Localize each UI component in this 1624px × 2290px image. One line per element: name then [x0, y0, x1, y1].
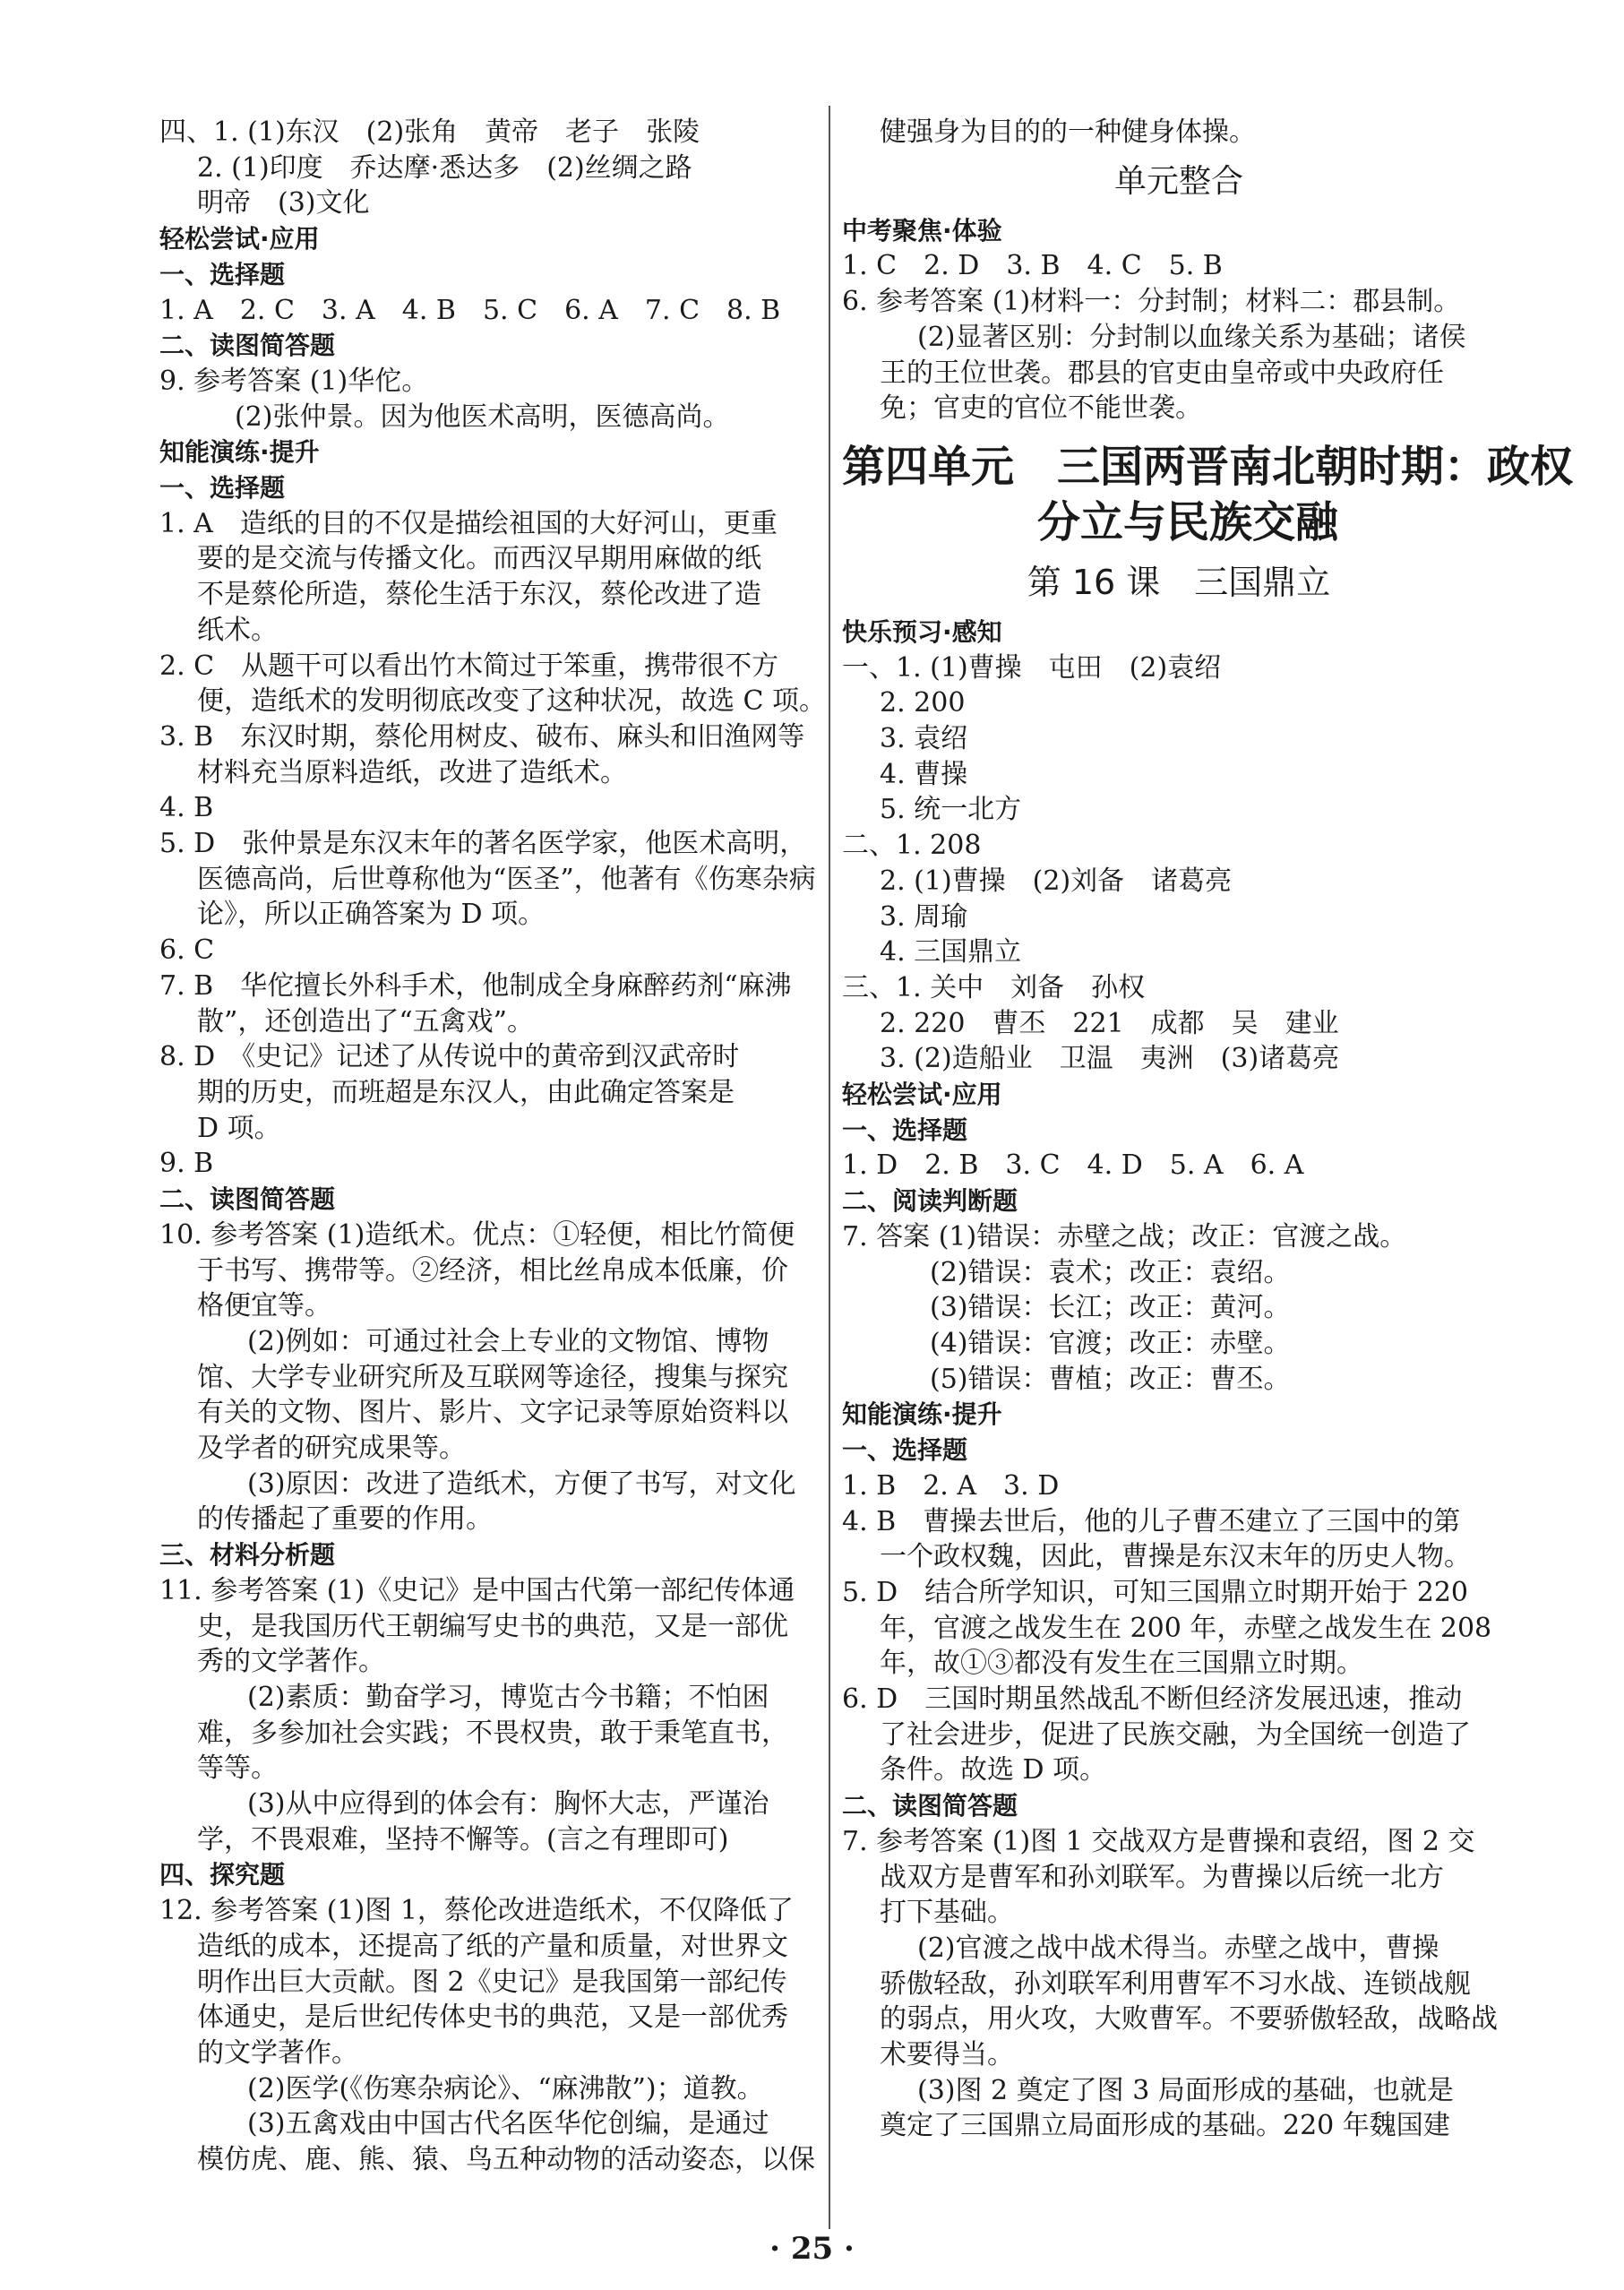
- question-type-heading: 二、阅读判断题: [842, 1186, 1018, 1217]
- text-line: 年，故①③都没有发生在三国鼎立时期。: [880, 1648, 1363, 1680]
- text-line: 9. 参考答案 (1)华佗。: [159, 365, 429, 397]
- question-type-heading: 四、探究题: [159, 1860, 286, 1890]
- text-line: 三、1. 关中 刘备 孙权: [842, 971, 1146, 1003]
- text-line: 散”，还创造出了“五禽戏”。: [197, 1005, 535, 1037]
- text-line: 1. D 2. B 3. C 4. D 5. A 6. A: [842, 1149, 1304, 1182]
- right-column: [842, 115, 1574, 2144]
- unit-title-line1: 第四单元 三国两晋南北朝时期：政权: [842, 441, 1574, 492]
- text-line: 10. 参考答案 (1)造纸术。优点：①轻便，相比竹简便: [159, 1218, 795, 1251]
- text-line: 等等。: [197, 1752, 278, 1785]
- text-line: (2)医学(《伤寒杂病论》、“麻沸散”)；道教。: [247, 2072, 764, 2105]
- text-line: 馆、大学专业研究所及互联网等途径，搜集与探究: [197, 1361, 788, 1393]
- text-line: 王的王位世袭。郡县的官吏由皇帝或中央政府任: [880, 357, 1444, 389]
- text-line: 7. B 华佗擅长外科手术，他制成全身麻醉药剂“麻沸: [159, 969, 792, 1002]
- text-line: 年，官渡之战发生在 200 年，赤壁之战发生在 208: [880, 1612, 1492, 1644]
- text-line: 7. 参考答案 (1)图 1 交战双方是曹操和袁绍，图 2 交: [842, 1825, 1475, 1857]
- text-line: 6. D 三国时期虽然战乱不断但经济发展迅速，推动: [842, 1683, 1463, 1716]
- text-line: 秀的文学著作。: [197, 1646, 385, 1678]
- text-line: (3)图 2 奠定了图 3 局面形成的基础，也就是: [917, 2074, 1454, 2106]
- text-line: 2. (1)曹操 (2)刘备 诸葛亮: [880, 865, 1233, 897]
- text-line: 3. 袁绍: [880, 723, 968, 755]
- text-line: 7. 答案 (1)错误：赤壁之战；改正：官渡之战。: [842, 1220, 1407, 1253]
- text-line: 论》，所以正确答案为 D 项。: [197, 899, 546, 931]
- page-number: · 25 ·: [769, 2231, 855, 2267]
- text-line: 3. (2)造船业 卫温 夷洲 (3)诸葛亮: [880, 1043, 1340, 1075]
- text-line: (3)五禽戏由中国古代名医华佗创编，是通过: [247, 2108, 769, 2140]
- text-line: 2. 200: [880, 687, 966, 719]
- text-line: 的传播起了重要的作用。: [197, 1503, 493, 1536]
- text-line: 健强身为目的的一种健身体操。: [880, 116, 1256, 148]
- section-heading: 轻松尝试·应用: [159, 224, 320, 254]
- text-line: 模仿虎、鹿、熊、猿、鸟五种动物的活动姿态，以保: [197, 2144, 815, 2176]
- section-heading: 轻松尝试·应用: [842, 1080, 1002, 1110]
- text-line: 3. B 东汉时期，蔡伦用树皮、破布、麻头和旧渔网等: [159, 720, 805, 753]
- text-line: 打下基础。: [880, 1897, 1014, 1929]
- text-line: 1. C 2. D 3. B 4. C 5. B: [842, 250, 1223, 282]
- text-line: 5. D 结合所学知识，可知三国鼎立时期开始于 220: [842, 1576, 1469, 1608]
- text-line: 材料充当原料造纸，改进了造纸术。: [197, 756, 627, 788]
- text-line: 及学者的研究成果等。: [197, 1433, 466, 1465]
- text-line: 免；官吏的官位不能世袭。: [880, 392, 1202, 425]
- text-line: (3)原因：改进了造纸术，方便了书写，对文化: [247, 1468, 796, 1500]
- text-line: 条件。故选 D 项。: [880, 1754, 1107, 1786]
- question-type-heading: 一、选择题: [842, 1435, 968, 1466]
- section-heading: 知能演练·提升: [159, 437, 320, 468]
- text-line: (3)从中应得到的体会有：胸怀大志，严谨治: [247, 1788, 769, 1821]
- text-line: 6. C: [159, 934, 215, 967]
- text-line: 有关的文物、图片、影片、文字记录等原始资料以: [197, 1397, 788, 1429]
- question-type-heading: 二、读图简答题: [159, 331, 336, 361]
- text-line: 2. (1)印度 乔达摩·悉达多 (2)丝绸之路: [197, 151, 692, 184]
- question-type-heading: 一、选择题: [842, 1115, 968, 1145]
- text-line: 明作出巨大贡献。图 2《史记》是我国第一部纪传: [197, 1966, 787, 1998]
- text-line: (2)错误：袁术；改正：袁绍。: [930, 1256, 1291, 1288]
- text-line: 于书写、携带等。②经济，相比丝帛成本低廉，价: [197, 1254, 788, 1287]
- text-line: 6. 参考答案 (1)材料一：分封制；材料二：郡县制。: [842, 286, 1461, 318]
- text-line: (4)错误：官渡；改正：赤壁。: [930, 1327, 1291, 1359]
- question-type-heading: 二、读图简答题: [159, 1184, 336, 1215]
- text-line: 的弱点，用火攻，大败曹军。不要骄傲轻敌，战略战: [880, 2003, 1498, 2036]
- text-line: 8. D 《史记》记述了从传说中的黄帝到汉武帝时: [159, 1041, 740, 1073]
- section-heading: 中考聚焦·体验: [842, 215, 1002, 245]
- question-type-heading: 三、材料分析题: [159, 1540, 336, 1571]
- text-line: 明帝 (3)文化: [197, 187, 370, 220]
- text-line: 2. 220 曹丕 221 成都 吴 建业: [880, 1007, 1339, 1039]
- text-line: 不是蔡伦所造，蔡伦生活于东汉，蔡伦改进了造: [197, 579, 761, 611]
- text-line: 格便宜等。: [197, 1290, 331, 1322]
- column-divider: [829, 106, 830, 2229]
- text-line: 二、1. 208: [842, 830, 982, 862]
- text-line: 便，造纸术的发明彻底改变了这种状况，故选 C 项。: [197, 685, 827, 718]
- text-line: 1. A 造纸的目的不仅是描绘祖国的大好河山，更重: [159, 507, 778, 539]
- text-line: (3)错误：长江；改正：黄河。: [930, 1292, 1291, 1324]
- left-column: [159, 115, 827, 2178]
- text-line: 造纸的成本，还提高了纸的产量和质量，对世界文: [197, 1930, 788, 1962]
- text-line: (2)例如：可通过社会上专业的文物馆、博物: [247, 1325, 769, 1357]
- text-line: 11. 参考答案 (1)《史记》是中国古代第一部纪传体通: [159, 1574, 795, 1606]
- section-heading: 快乐预习·感知: [842, 616, 1002, 647]
- text-line: 史，是我国历代王朝编写史书的典范，又是一部优: [197, 1610, 788, 1642]
- text-line: 4. 曹操: [880, 758, 968, 790]
- text-line: 难，多参加社会实践；不畏权贵，敢于秉笔直书，: [197, 1717, 788, 1749]
- text-line: (2)素质：勤奋学习，博览古今书籍；不怕困: [247, 1681, 769, 1713]
- text-line: 12. 参考答案 (1)图 1，蔡伦改进造纸术，不仅降低了: [159, 1895, 794, 1927]
- unit-summary-heading: 单元整合: [1113, 162, 1243, 200]
- text-line: 9. B: [159, 1148, 214, 1180]
- text-line: (5)错误：曹植；改正：曹丕。: [930, 1363, 1291, 1395]
- text-line: 要的是交流与传播文化。而西汉早期用麻做的纸: [197, 543, 761, 575]
- text-line: D 项。: [197, 1112, 281, 1144]
- text-line: 期的历史，而班超是东汉人，由此确定答案是: [197, 1076, 735, 1108]
- unit-title-line2: 分立与民族交融: [1036, 496, 1338, 547]
- text-line: 2. C 从题干可以看出竹木简过于笨重，携带很不方: [159, 650, 779, 682]
- text-line: 1. A 2. C 3. A 4. B 5. C 6. A 7. C 8. B: [159, 294, 781, 326]
- text-line: (2)显著区别：分封制以血缘关系为基础；诸侯: [917, 321, 1466, 353]
- text-line: (2)张仲景。因为他医术高明，医德高尚。: [235, 400, 730, 433]
- text-line: 4. B: [159, 792, 214, 824]
- text-line: 1. B 2. A 3. D: [842, 1469, 1060, 1502]
- text-line: 医德高尚，后世尊称他为“医圣”，他著有《伤寒杂病: [197, 863, 816, 895]
- text-line: 4. 三国鼎立: [880, 936, 1022, 969]
- text-line: 纸术。: [197, 614, 278, 646]
- text-line: 4. B 曹操去世后，他的儿子曹丕建立了三国中的第: [842, 1505, 1461, 1537]
- text-line: 5. 统一北方: [880, 794, 1022, 826]
- text-line: 的文学著作。: [197, 2036, 358, 2069]
- text-line: 骄傲轻敌，孙刘联军利用曹军不习水战、连锁战舰: [880, 1967, 1471, 2000]
- text-line: 体通史，是后世纪传体史书的典范，又是一部优秀: [197, 2002, 788, 2034]
- lesson-title: 第 16 课 三国鼎立: [1027, 562, 1331, 602]
- text-line: 奠定了三国鼎立局面形成的基础。220 年魏国建: [880, 2110, 1450, 2142]
- text-line: 3. 周瑜: [880, 900, 968, 933]
- text-line: 一、1. (1)曹操 屯田 (2)袁绍: [842, 651, 1222, 684]
- section-heading: 知能演练·提升: [842, 1399, 1002, 1430]
- text-line: 术要得当。: [880, 2039, 1014, 2071]
- text-line: 学，不畏艰难，坚持不懈等。(言之有理即可): [197, 1823, 729, 1855]
- text-line: 了社会进步，促进了民族交融，为全国统一创造了: [880, 1718, 1471, 1751]
- text-line: 战双方是曹军和孙刘联军。为曹操以后统一北方: [880, 1861, 1444, 1893]
- question-type-heading: 一、选择题: [159, 473, 286, 504]
- text-line: (2)官渡之战中战术得当。赤壁之战中，曹操: [917, 1932, 1439, 1964]
- text-line: 5. D 张仲景是东汉末年的著名医学家，他医术高明，: [159, 828, 807, 860]
- text-line: 一个政权魏，因此，曹操是东汉末年的历史人物。: [880, 1541, 1471, 1573]
- question-type-heading: 二、读图简答题: [842, 1791, 1018, 1821]
- text-line: 四、1. (1)东汉 (2)张角 黄帝 老子 张陵: [159, 116, 700, 148]
- question-type-heading: 一、选择题: [159, 259, 286, 289]
